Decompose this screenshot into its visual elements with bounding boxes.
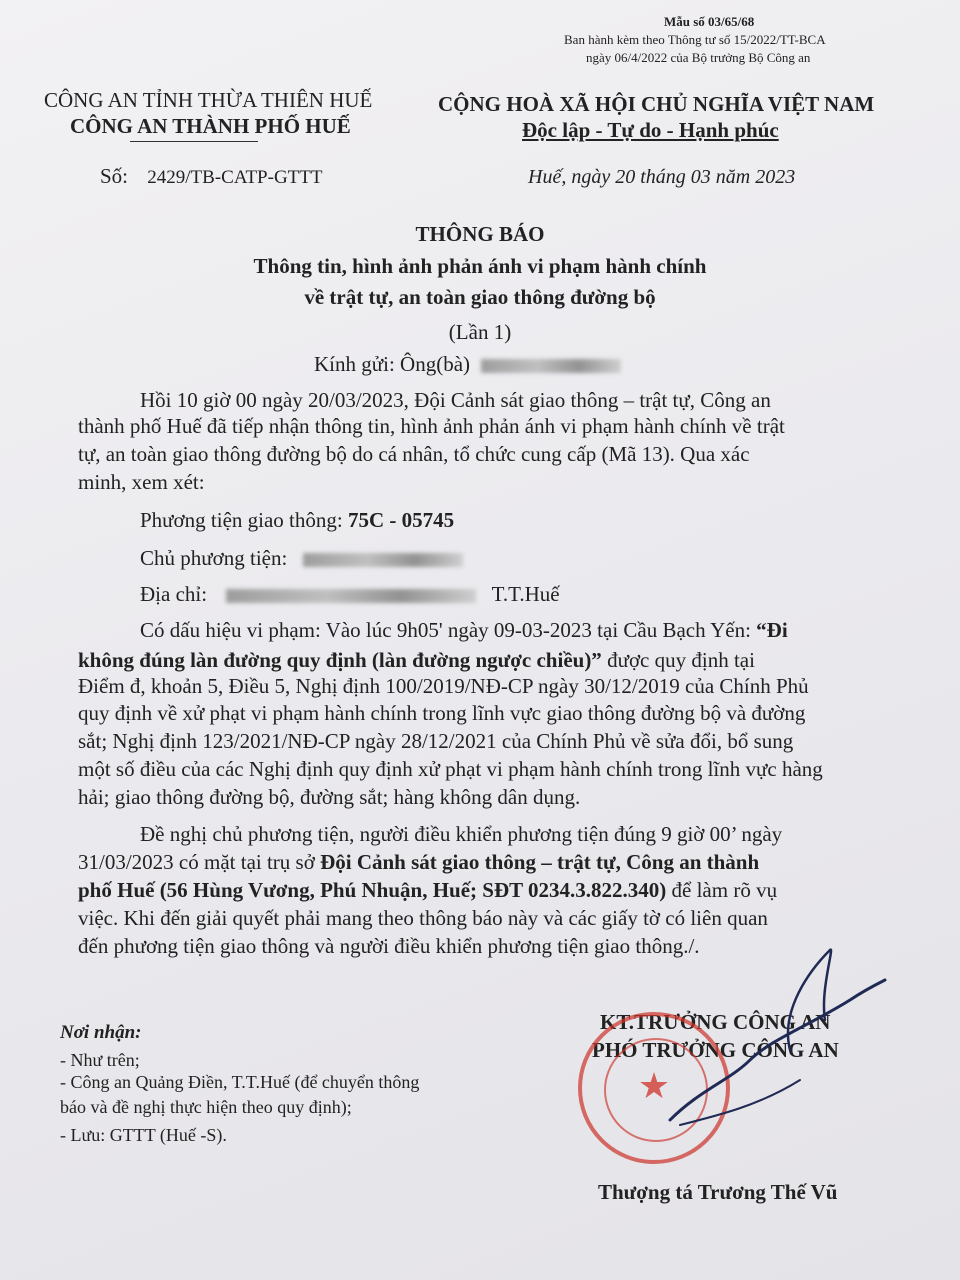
redacted-owner bbox=[303, 553, 463, 567]
unit-name: CÔNG AN THÀNH PHỐ HUẾ bbox=[70, 114, 351, 138]
address-label: Địa chỉ: bbox=[140, 582, 208, 606]
para1-line1: Hồi 10 giờ 00 ngày 20/03/2023, Đội Cảnh sát giao thông – trật tự, Công an bbox=[140, 388, 771, 412]
form-issued-line1: Ban hành kèm theo Thông tư số 15/2022/TT-BCA bbox=[564, 32, 826, 47]
form-number: Mẫu số 03/65/68 bbox=[664, 14, 755, 29]
doc-subtitle-3: (Lần 1) bbox=[448, 320, 512, 344]
violation-line2 bbox=[78, 648, 898, 673]
doc-number-label: Số: bbox=[100, 164, 129, 188]
request-line4: việc. Khi đến giải quyết phải mang theo thông báo này và các giấy tờ có liên quan bbox=[78, 906, 768, 930]
violation-bold-text: không đúng làn đường quy định (làn đường ngược chiều)” bbox=[78, 648, 602, 672]
violation-line6: một số điều của các Nghị định quy định xử phạt vi phạm hành chính trong lĩnh vực hàng bbox=[78, 757, 823, 781]
vehicle-label: Phương tiện giao thông: bbox=[140, 508, 343, 532]
para1-line2: thành phố Huế đã tiếp nhận thông tin, hình ảnh phản ánh vi phạm hành chính về trật bbox=[78, 414, 785, 438]
handwritten-signature bbox=[660, 930, 900, 1140]
para1-line4: minh, xem xét: bbox=[78, 470, 205, 494]
recipients-title: Nơi nhận: bbox=[60, 1022, 142, 1043]
country-name: CỘNG HOÀ XÃ HỘI CHỦ NGHĨA VIỆT NAM bbox=[438, 92, 875, 116]
violation-line4: quy định về xử phạt vi phạm hành chính trong lĩnh vực giao thông đường bộ và đường bbox=[78, 701, 806, 725]
owner-label: Chủ phương tiện: bbox=[140, 546, 288, 570]
redacted-recipient bbox=[481, 359, 621, 373]
request-address: phố Huế (56 Hùng Vương, Phú Nhuận, Huế; SĐT 0234.3.822.340) bbox=[78, 878, 667, 902]
recipients-item-4: - Lưu: GTTT (Huế -S). bbox=[60, 1125, 227, 1145]
request-line1: Đề nghị chủ phương tiện, người điều khiển phương tiện đúng 9 giờ 00’ ngày bbox=[140, 822, 783, 846]
recipients-item-2: - Công an Quảng Điền, T.T.Huế (để chuyển thông bbox=[60, 1072, 420, 1092]
doc-subtitle-2: về trật tự, an toàn giao thông đường bộ bbox=[304, 285, 656, 309]
recipient-line bbox=[314, 352, 621, 377]
violation-tail: được quy định tại bbox=[607, 648, 755, 672]
para1-line3: tự, an toàn giao thông đường bộ do cá nhân, tổ chức cung cấp (Mã 13). Qua xác bbox=[78, 442, 750, 466]
agency-name: CÔNG AN TỈNH THỪA THIÊN HUẾ bbox=[44, 88, 373, 112]
request-lead: 31/03/2023 có mặt tại trụ sở bbox=[78, 850, 315, 874]
signer-name: Thượng tá Trương Thế Vũ bbox=[598, 1180, 838, 1204]
redacted-address bbox=[226, 589, 476, 603]
doc-number-value: 2429/TB-CATP-GTTT bbox=[147, 167, 323, 188]
request-line3 bbox=[78, 878, 898, 903]
unit-underline bbox=[130, 141, 258, 142]
motto: Độc lập - Tự do - Hạnh phúc bbox=[522, 118, 779, 142]
form-issued-line2: ngày 06/4/2022 của Bộ trưởng Bộ Công an bbox=[586, 50, 811, 65]
violation-line7: hải; giao thông đường bộ, đường sắt; hàng không dân dụng. bbox=[78, 785, 581, 809]
recipient-label: Kính gửi: Ông(bà) bbox=[314, 352, 471, 376]
violation-line5: sắt; Nghị định 123/2021/NĐ-CP ngày 28/12/2021 của Chính Phủ về sửa đổi, bổ sung bbox=[78, 729, 794, 753]
violation-bold-start: “Đi bbox=[756, 618, 788, 642]
request-line5: đến phương tiện giao thông và người điều khiển phương tiện giao thông./. bbox=[78, 934, 700, 958]
doc-title: THÔNG BÁO bbox=[415, 222, 545, 246]
recipients-item-1: - Như trên; bbox=[60, 1050, 140, 1070]
doc-subtitle-1: Thông tin, hình ảnh phản ánh vi phạm hành chính bbox=[253, 254, 707, 278]
request-tail: để làm rõ vụ bbox=[671, 878, 778, 902]
request-line2 bbox=[78, 850, 898, 875]
vehicle-plate: 75C - 05745 bbox=[347, 508, 455, 532]
place-date: Huế, ngày 20 tháng 03 năm 2023 bbox=[528, 166, 796, 188]
vehicle-line bbox=[140, 508, 960, 533]
address-suffix: T.T.Huế bbox=[491, 582, 560, 606]
address-line bbox=[140, 582, 960, 607]
violation-lead: Có dấu hiệu vi phạm: Vào lúc 9h05' ngày 09-03-2023 tại Cầu Bạch Yến: bbox=[140, 618, 751, 642]
violation-line3: Điểm đ, khoản 5, Điều 5, Nghị định 100/2019/NĐ-CP ngày 30/12/2019 của Chính Phủ bbox=[78, 674, 809, 698]
violation-line1 bbox=[140, 618, 960, 643]
request-place: Đội Cảnh sát giao thông – trật tự, Công an thành bbox=[320, 850, 760, 874]
owner-line bbox=[140, 546, 960, 571]
stamp-star-icon: ★ bbox=[637, 1066, 671, 1106]
signature-line1: KT.TRƯỞNG CÔNG AN bbox=[600, 1010, 831, 1034]
recipients-item-3: báo và đề nghị thực hiện theo quy định); bbox=[60, 1097, 352, 1117]
signature-line2: PHÓ TRƯỞNG CÔNG AN bbox=[592, 1038, 839, 1062]
doc-number bbox=[100, 164, 322, 189]
